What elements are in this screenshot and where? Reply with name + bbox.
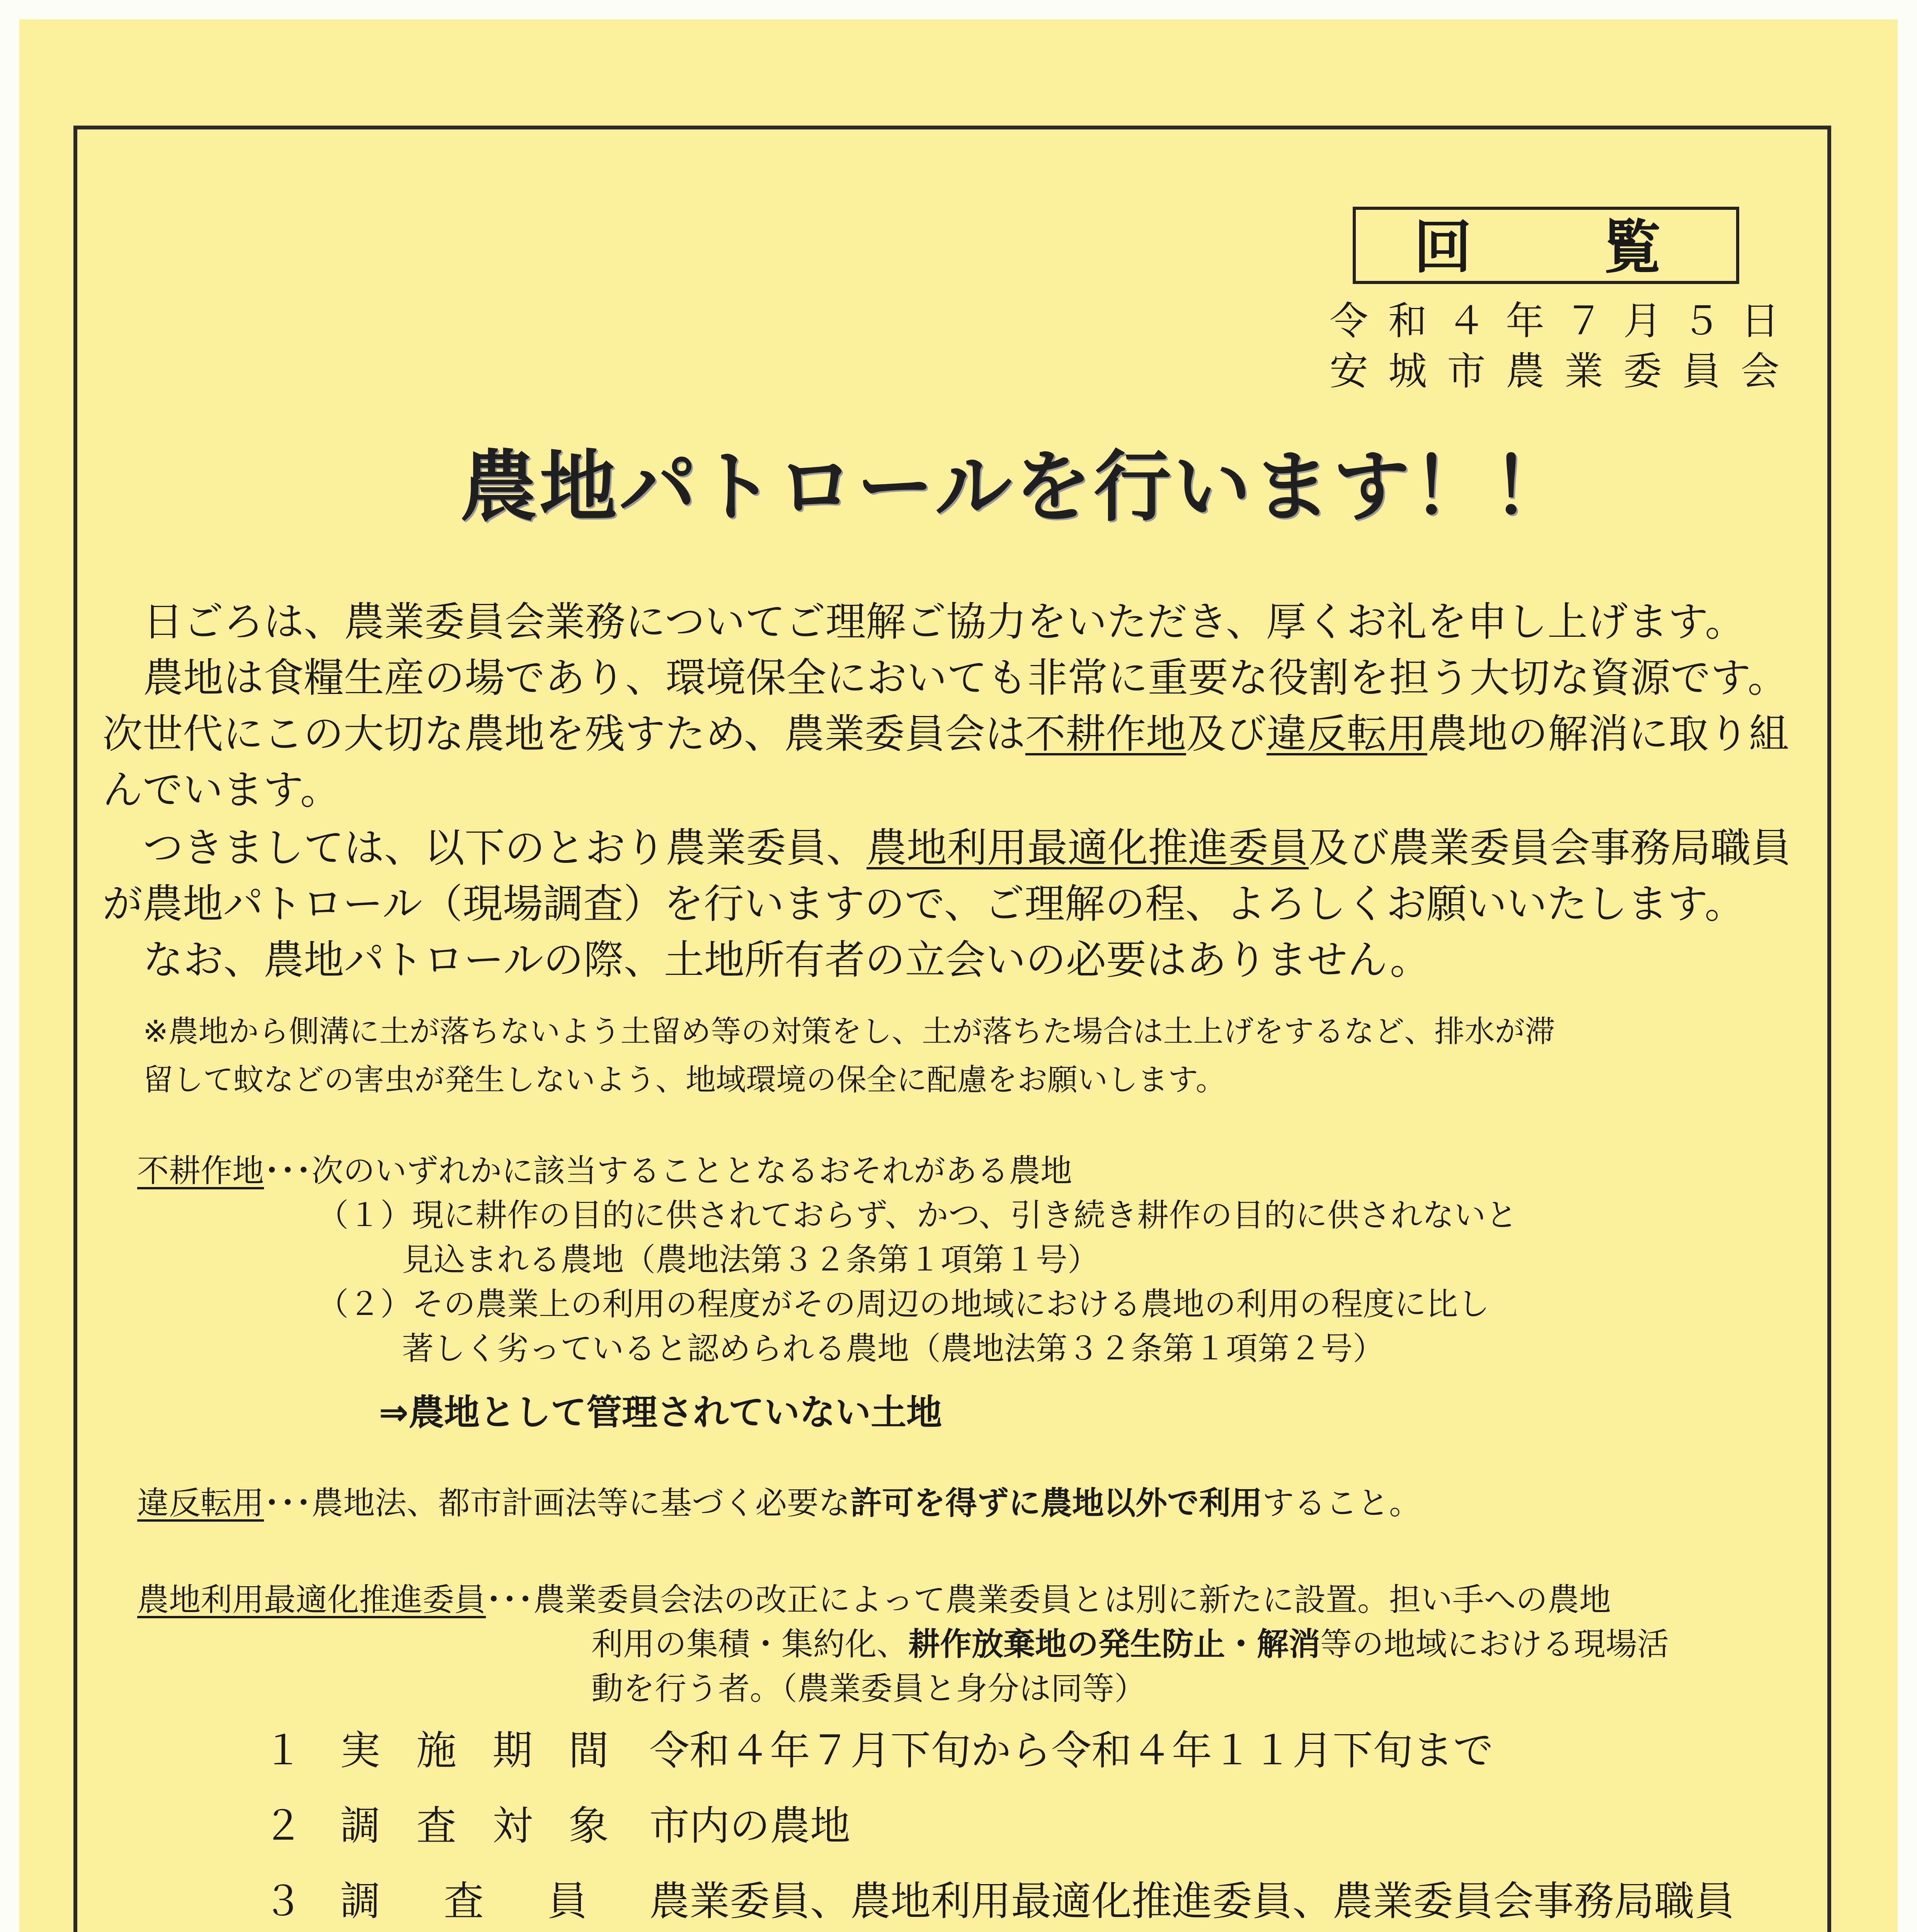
- intro-text: 及び農業委員会事務局職員: [1309, 824, 1791, 871]
- definition-text: 等の地域における現場活: [1320, 1626, 1669, 1663]
- emphasis-text: 耕作放棄地の発生防止・解消: [908, 1626, 1321, 1663]
- underlined-term-ihan-tenyo: 違反転用: [1266, 710, 1427, 757]
- kairan-stamp-box: [1353, 207, 1739, 284]
- intro-paragraph-2-line-3: んでいます。: [102, 766, 340, 813]
- intro-paragraph-3-line-2: が農地パトロール（現場調査）を行いますので、ご理解の程、よろしくお願いいたします。: [102, 880, 1745, 927]
- term-ihan-tenyo: 違反転用: [137, 1485, 264, 1522]
- definition-fukosakuchi: [137, 1150, 1072, 1193]
- definition-text: ･･･農業委員会法の改正によって農業委員とは別に新たに設置。担い手への農地: [486, 1582, 1611, 1618]
- definition-ihan-tenyo: [137, 1482, 1421, 1525]
- intro-paragraph-4: なお、農地パトロールの際、土地所有者の立会いの必要はありません。: [143, 936, 1430, 983]
- definition-text: ･･･次のいずれかに該当することとなるおそれがある農地: [264, 1153, 1073, 1189]
- underlined-term-suishin-iin: 農地利用最適化推進委員: [867, 824, 1309, 871]
- intro-paragraph-2-line-2: [102, 709, 1789, 759]
- schedule-num: １: [263, 1727, 303, 1774]
- kairan-char-2: 覧: [1603, 214, 1662, 281]
- schedule-label: 調 査 対 象: [340, 1802, 621, 1849]
- definition-suishin-iin-line-1: [137, 1578, 1611, 1622]
- issuer-organization: 安城市農業委員会: [1330, 349, 1800, 394]
- intro-paragraph-1: 日ごろは、農業委員会業務についてご理解ご協力をいただき、厚くお礼を申し上げます。: [143, 598, 1745, 645]
- intro-paragraph-2-line-1: 農地は食糧生産の場であり、環境保全においても非常に重要な役割を担う大切な資源です。: [143, 654, 1788, 701]
- definition-text: すること。: [1262, 1485, 1421, 1522]
- fukosakuchi-summary: ⇒農地として管理されていない土地: [379, 1392, 942, 1433]
- issue-date: 令和４年７月５日: [1330, 298, 1800, 344]
- definition-text: 利用の集積・集約化、: [591, 1626, 909, 1663]
- note-line-1: ※農地から側溝に土が落ちないよう土留め等の対策をし、土が落ちた場合は土上げをするなど、排水が滞: [143, 1014, 1555, 1049]
- schedule-label: 調 査 員: [340, 1878, 599, 1925]
- definition-item-2-line-1: （２）その農業上の利用の程度がその周辺の地域における農地の利用の程度に比し: [317, 1286, 1490, 1323]
- intro-text: 農地の解消に取り組: [1427, 710, 1789, 757]
- definition-item-2-line-2: 著しく劣っていると認められる農地（農地法第３２条第１項第２号）: [402, 1330, 1385, 1367]
- emphasis-text: 許可を得ずに: [850, 1485, 1041, 1522]
- intro-text: つきましては、以下のとおり農業委員、: [143, 824, 867, 871]
- schedule-value: 農業委員、農地利用最適化推進委員、農業委員会事務局職員: [649, 1878, 1735, 1925]
- kairan-char-1: 回: [1414, 214, 1472, 281]
- intro-text: 次世代にこの大切な農地を残すため、農業委員会は: [102, 710, 1025, 757]
- definition-suishin-iin-line-3: 動を行う者。（農業委員と身分は同等）: [591, 1670, 1146, 1707]
- definition-item-1-line-1: （１）現に耕作の目的に供されておらず、かつ、引き続き耕作の目的に供されないと: [317, 1197, 1518, 1234]
- definition-item-1-line-2: 見込まれる農地（農地法第３２条第１項第１号）: [402, 1242, 1100, 1278]
- page-title: 農地パトロールを行います！！: [460, 442, 1572, 532]
- underlined-term-fukosakuchi: 不耕作地: [1025, 710, 1186, 757]
- intro-text: 及び: [1186, 710, 1267, 757]
- term-fukosakuchi: 不耕作地: [137, 1153, 264, 1189]
- intro-paragraph-3-line-1: [143, 823, 1791, 872]
- definition-suishin-iin-line-2: [591, 1623, 1669, 1666]
- definition-text: ･･･農地法、都市計画法等に基づく必要な: [264, 1485, 851, 1522]
- schedule-num: ２: [263, 1802, 303, 1849]
- schedule-value: 令和４年７月下旬から令和４年１１月下旬まで: [649, 1727, 1494, 1774]
- schedule-num: ３: [263, 1878, 303, 1925]
- note-line-2: 留して蚊などの害虫が発生しないよう、地域環境の保全に配慮をお願いします。: [143, 1063, 1226, 1097]
- emphasis-text: 農地以外で利用: [1040, 1485, 1263, 1522]
- term-suishin-iin: 農地利用最適化推進委員: [137, 1582, 486, 1618]
- schedule-value: 市内の農地: [649, 1802, 851, 1849]
- schedule-label: 実 施 期 間: [340, 1727, 621, 1774]
